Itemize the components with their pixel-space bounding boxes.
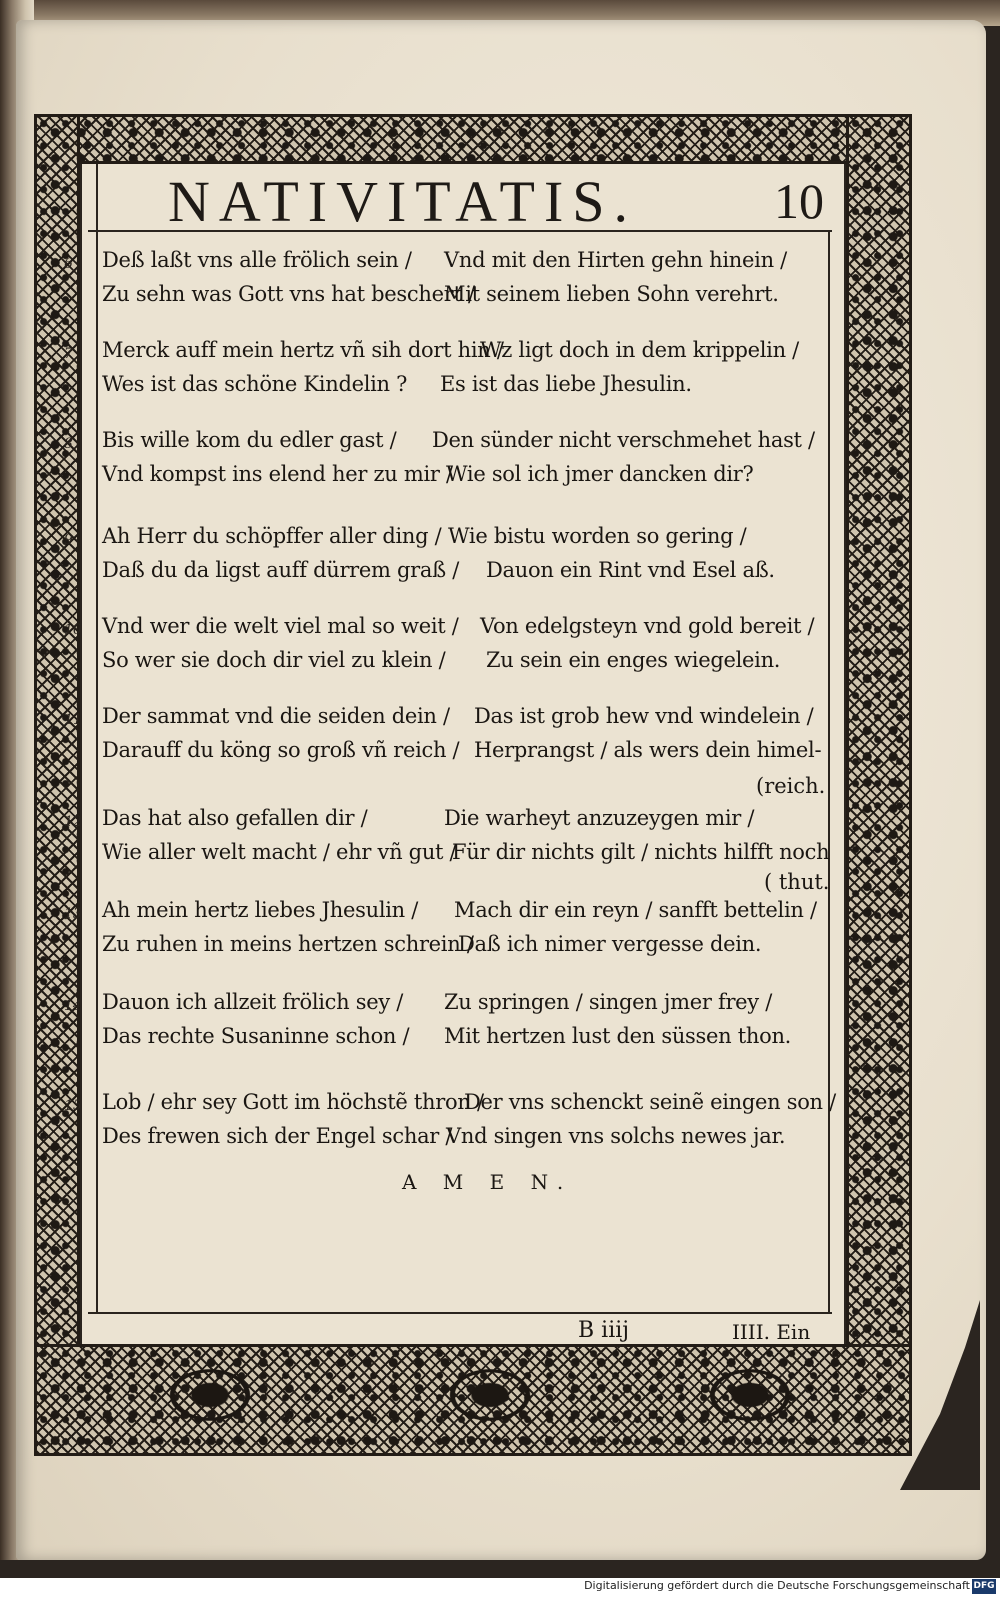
- verse-line: [102, 372, 832, 406]
- stanza-number: 8: [64, 436, 73, 452]
- bird-ornament-icon: [420, 1350, 560, 1440]
- stanza-number: 7: [64, 346, 73, 362]
- verse-half: Das hat also gefallen dir /: [102, 806, 368, 830]
- verse-half: Bis wille kom du edler gast /: [102, 428, 397, 452]
- amen-closing: A M E N.: [402, 1170, 574, 1194]
- verse-continuation: ( thut.: [764, 870, 830, 894]
- dfg-logo-icon: DFG: [972, 1579, 996, 1594]
- signature-mark: B iiij: [578, 1318, 630, 1343]
- bird-ornament-icon: [680, 1350, 820, 1440]
- verse-half: Das rechte Susaninne schon /: [102, 1024, 410, 1048]
- verse-line: [102, 840, 832, 874]
- verse-half: Darauff du köng so groß vñ reich /: [102, 738, 460, 762]
- verse-line: [102, 806, 832, 840]
- verse-half: Wz ligt doch in dem krippelin /: [480, 338, 799, 362]
- verse-line: [102, 1124, 832, 1158]
- verse-line: [102, 898, 832, 932]
- verse-half: Daß ich nimer vergesse dein.: [458, 932, 762, 956]
- verse-line: [102, 524, 832, 558]
- verse-half: So wer sie doch dir viel zu klein /: [102, 648, 446, 672]
- verse-line: [102, 282, 832, 316]
- verse-line: [102, 704, 832, 738]
- verse-half: Dauon ein Rint vnd Esel aß.: [486, 558, 775, 582]
- verse-half: Wie sol ich jmer dancken dir?: [446, 462, 754, 486]
- woodcut-border-right: [846, 114, 912, 1456]
- verse-half: Zu sein ein enges wiegelein.: [486, 648, 781, 672]
- verse-half: Für dir nichts gilt / nichts hilfft noch: [452, 840, 830, 864]
- woodcut-border-left: [34, 114, 80, 1456]
- verse-half: Von edelgsteyn vnd gold bereit /: [480, 614, 815, 638]
- rule-line: [96, 164, 98, 1314]
- verse-half: Mit seinem lieben Sohn verehrt.: [444, 282, 779, 306]
- bird-ornament-icon: [140, 1350, 280, 1440]
- verse-line: [102, 462, 832, 496]
- verse-line: [102, 932, 832, 966]
- verse-continuation: (reich.: [756, 774, 826, 798]
- verse-half: Lob / ehr sey Gott im höchstẽ thron /: [102, 1090, 484, 1114]
- verse-half: Zu springen / singen jmer frey /: [444, 990, 773, 1014]
- verse-half: Den sünder nicht verschmehet hast /: [432, 428, 815, 452]
- verse-half: Herprangst / als wers dein himel-: [474, 738, 822, 762]
- stanza-number: 13: [64, 906, 82, 922]
- verse-half: Vnd singen vns solchs newes jar.: [446, 1124, 786, 1148]
- verse-line: [102, 648, 832, 682]
- verse-half: Zu sehn was Gott vns hat beschert /: [102, 282, 475, 306]
- catchword: IIII. Ein: [732, 1320, 811, 1344]
- stanza-number: 14: [64, 998, 82, 1014]
- footer-credit: Digitalisierung gefördert durch die Deutsche Forschungsgemeinschaft: [584, 1579, 970, 1592]
- verse-line: [102, 1090, 836, 1124]
- stanza-number: 10: [64, 622, 82, 638]
- verse-half: Merck auff mein hertz vñ sih dort hin /: [102, 338, 504, 362]
- verse-half: Vnd mit den Hirten gehn hinein /: [444, 248, 787, 272]
- stanza-number: 12: [64, 814, 82, 830]
- verse-line: [102, 614, 832, 648]
- verse-half: Deß laßt vns alle frölich sein /: [102, 248, 412, 272]
- verse-half: Wes ist das schöne Kindelin ?: [102, 372, 408, 396]
- verse-half: Wie bistu worden so gering /: [448, 524, 747, 548]
- stanza-number: 9: [64, 532, 73, 548]
- stanza-number: 15: [64, 1098, 82, 1114]
- verse-line: [102, 558, 832, 592]
- verse-half: Die warheyt anzuzeygen mir /: [444, 806, 755, 830]
- verse-line: [102, 248, 832, 282]
- verse-half: Des frewen sich der Engel schar /: [102, 1124, 453, 1148]
- page-number: 10: [774, 173, 824, 229]
- verse-line: [102, 990, 832, 1024]
- verse-line: [102, 1024, 832, 1058]
- verse-half: Der sammat vnd die seiden dein /: [102, 704, 450, 728]
- verse-half: Ah Herr du schöpffer aller ding /: [102, 524, 442, 548]
- verse-line: [102, 428, 832, 462]
- verse-half: Vnd wer die welt viel mal so weit /: [102, 614, 459, 638]
- verse-half: Es ist das liebe Jhesulin.: [440, 372, 692, 396]
- verse-half: Zu ruhen in meins hertzen schrein /: [102, 932, 474, 956]
- stanza-number: 6: [64, 256, 73, 272]
- verse-half: Mach dir ein reyn / sanfft bettelin /: [454, 898, 817, 922]
- verse-half: Dauon ich allzeit frölich sey /: [102, 990, 404, 1014]
- page-title: NATIVITATIS.: [168, 169, 638, 234]
- verse-half: Mit hertzen lust den süssen thon.: [444, 1024, 792, 1048]
- stanza-number: 11: [64, 712, 82, 728]
- verse-half: Der vns schenckt seinẽ eingen son /: [464, 1090, 836, 1114]
- verse-half: Wie aller welt macht / ehr vñ gut /: [102, 840, 457, 864]
- verse-half: Vnd kompst ins elend her zu mir /: [102, 462, 453, 486]
- verse-half: Das ist grob hew vnd windelein /: [474, 704, 814, 728]
- verse-half: Daß du da ligst auff dürrem graß /: [102, 558, 460, 582]
- woodcut-border-top: [34, 114, 912, 164]
- rule-line: [88, 1312, 832, 1314]
- verse-line: [102, 338, 832, 372]
- verse-line: [102, 738, 832, 772]
- verse-half: Ah mein hertz liebes Jhesulin /: [102, 898, 419, 922]
